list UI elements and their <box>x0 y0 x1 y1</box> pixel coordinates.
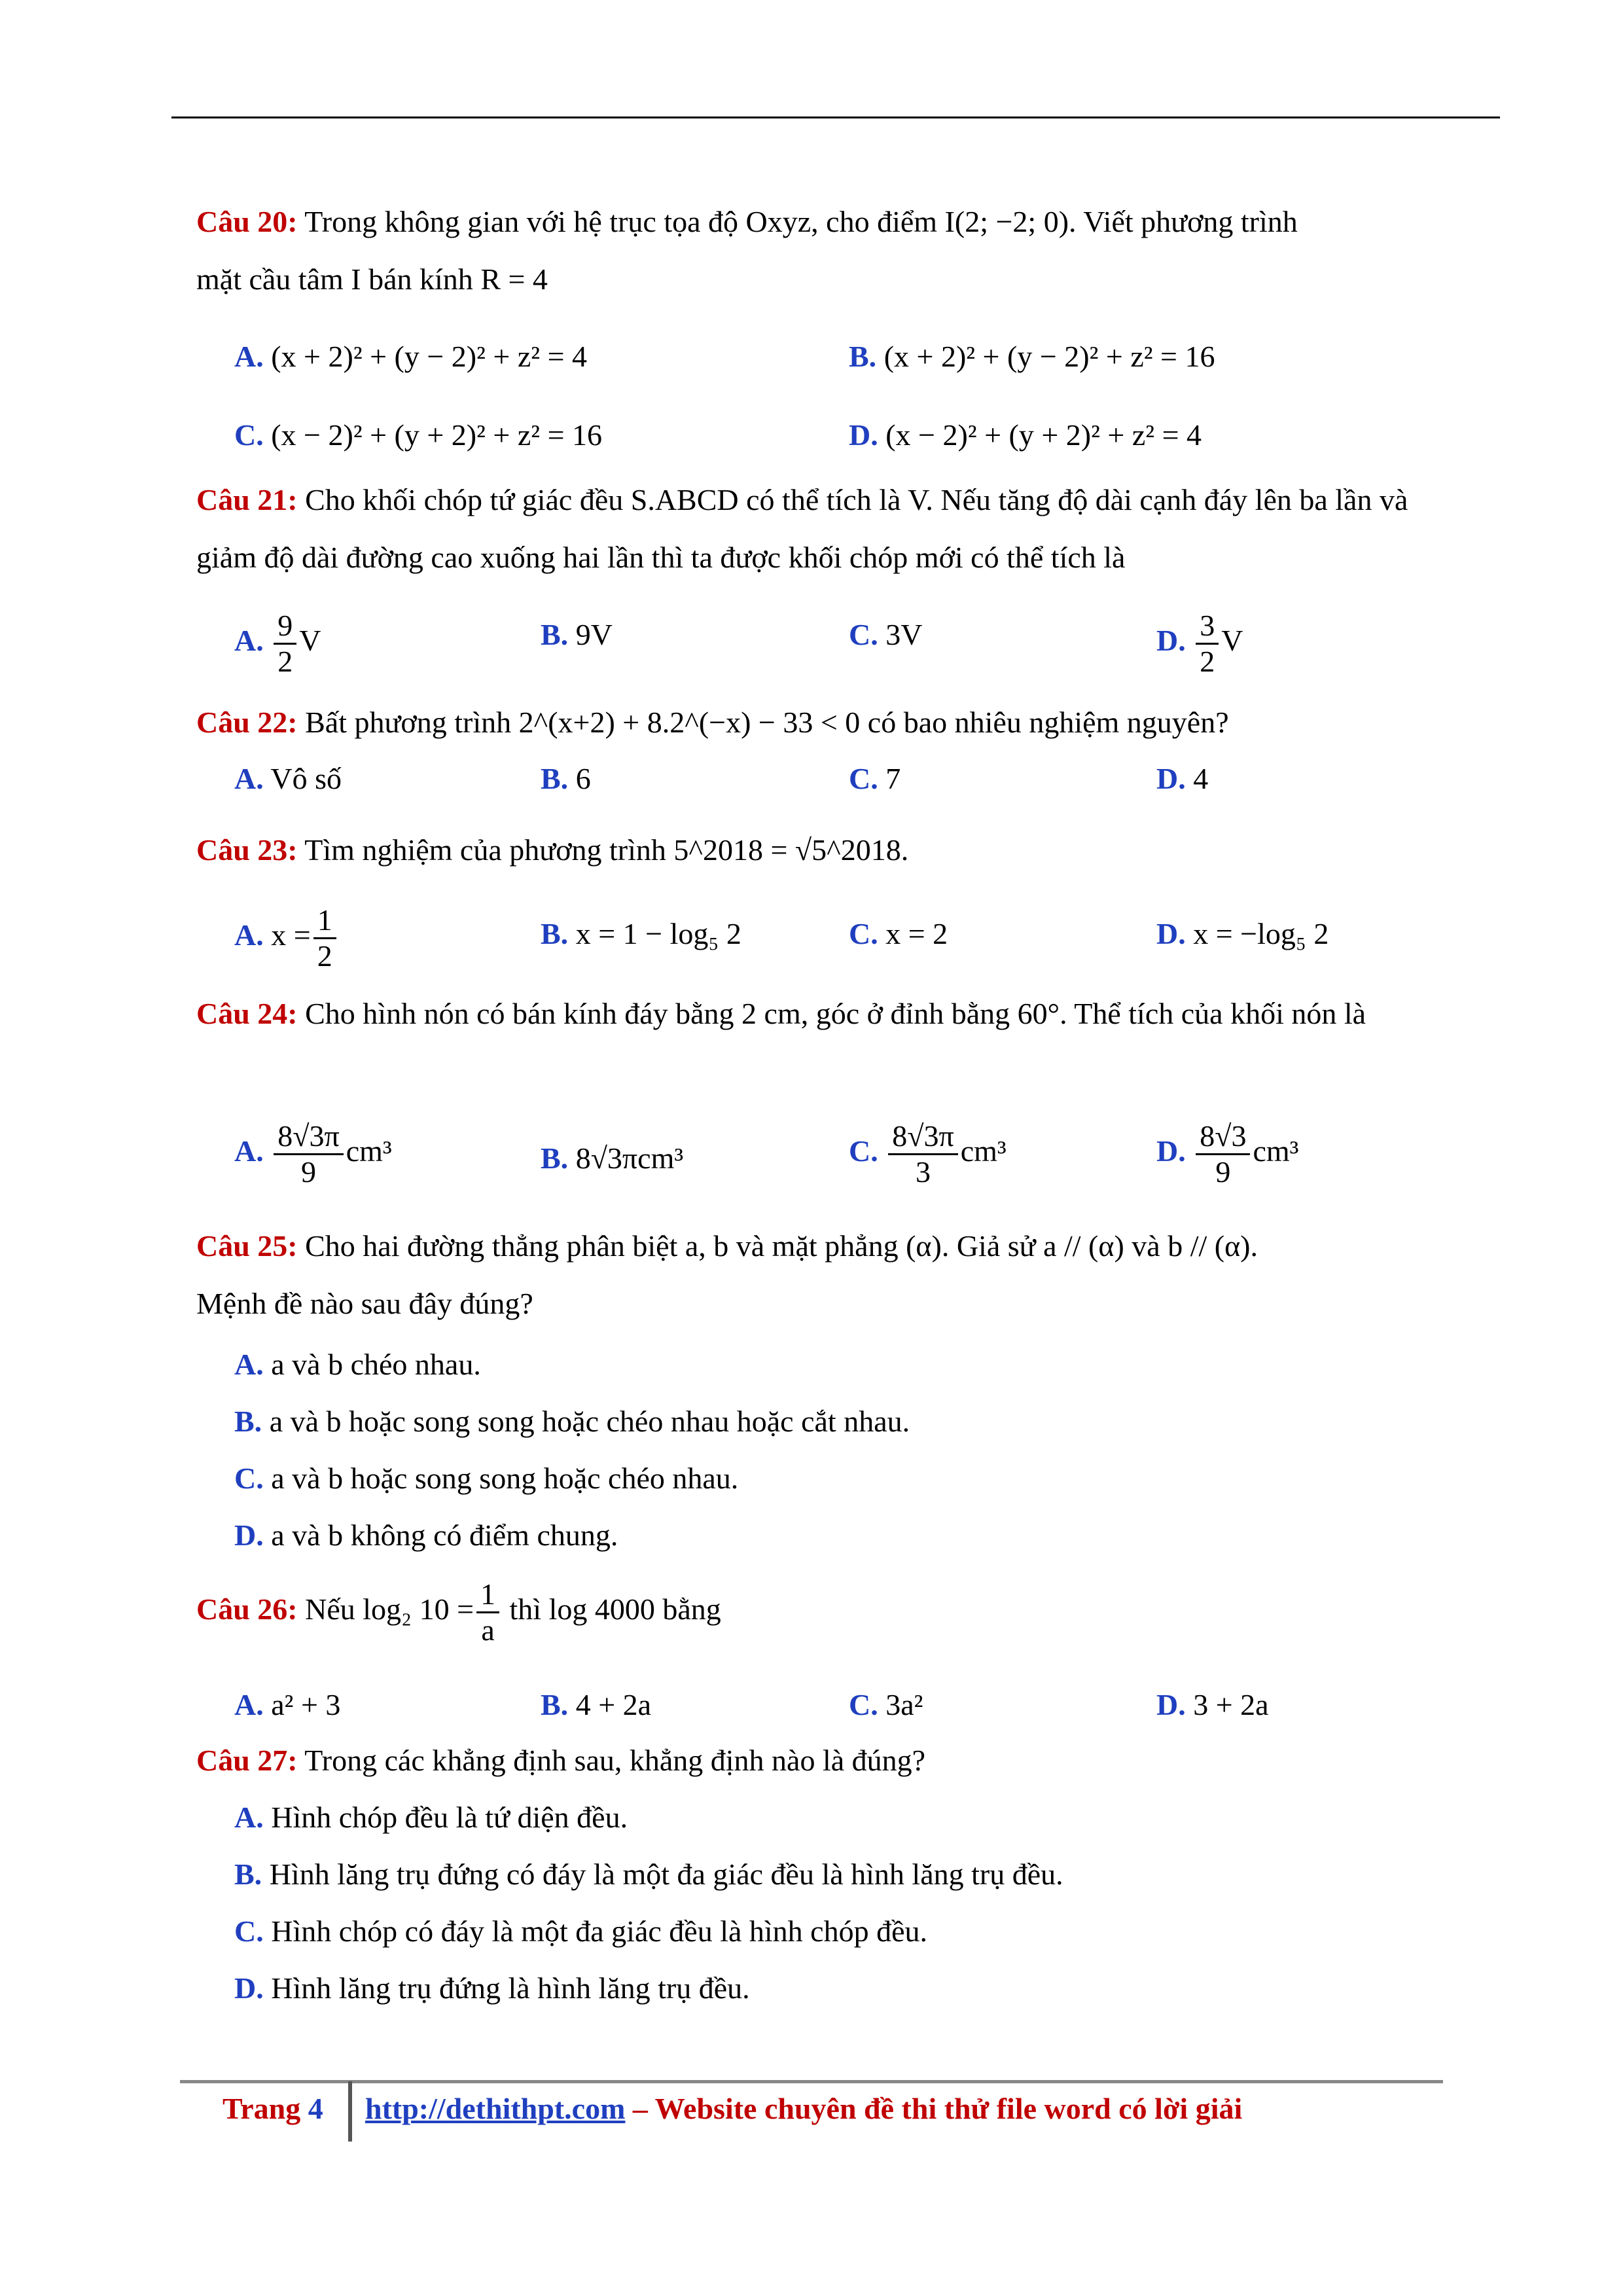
fraction <box>888 1119 957 1189</box>
numerator: 1 <box>313 903 336 939</box>
option-c[interactable] <box>849 1119 1007 1189</box>
option-d[interactable] <box>1156 609 1243 679</box>
question-20 <box>196 193 1440 308</box>
fraction <box>1196 1119 1250 1189</box>
option-text: 7 <box>885 762 901 795</box>
unit: cm³ <box>346 1134 392 1168</box>
fraction <box>274 1119 343 1189</box>
option-text: (x + 2)² + (y − 2)² + z² = 16 <box>883 340 1215 373</box>
option-letter: C. <box>849 1688 878 1721</box>
option-text: 3 + 2a <box>1193 1688 1269 1721</box>
question-25 <box>196 1217 1440 1333</box>
numerator: 8√3π <box>888 1119 957 1155</box>
fraction <box>476 1577 499 1647</box>
option-text: a và b hoặc song song hoặc chéo nhau hoặc cắt nhau. <box>269 1405 910 1438</box>
header-rule <box>171 117 1500 118</box>
question-label: Câu 26: <box>196 1592 298 1626</box>
math-expression: R = 4 <box>480 262 548 296</box>
question-label: Câu 23: <box>196 833 298 867</box>
question-text: Cho hình nón có bán kính đáy bằng 2 cm, góc ở đỉnh bằng 60°. Thể tích của khối nón là <box>297 997 1366 1030</box>
option-c[interactable] <box>849 914 948 954</box>
math-expression: 5^2018 = √5^2018 <box>673 833 901 867</box>
footer-tagline: – Website chuyên đề thi thử file word có lời giải <box>625 2092 1243 2125</box>
option-text: (x + 2)² + (y − 2)² + z² = 4 <box>271 340 588 373</box>
question-text: bằng <box>654 1592 721 1626</box>
question-text: Bất phương trình <box>297 706 519 739</box>
denominator: a <box>481 1613 495 1647</box>
option-letter: D. <box>1156 1688 1186 1721</box>
question-label: Câu 27: <box>196 1744 298 1777</box>
option-text: Hình chóp có đáy là một đa giác đều là hình chóp đều. <box>271 1914 928 1948</box>
option-text: 3a² <box>885 1688 923 1721</box>
math-expression: 2^(x+2) + 8.2^(−x) − 33 < 0 <box>518 706 861 739</box>
option-text: V <box>299 624 321 658</box>
option-b[interactable] <box>541 914 741 954</box>
option-letter: A. <box>234 1134 264 1168</box>
option-a[interactable] <box>234 1345 481 1384</box>
option-letter: B. <box>541 1141 569 1175</box>
option-text: Hình chóp đều là tứ diện đều. <box>271 1801 628 1834</box>
option-b[interactable] <box>541 1685 651 1725</box>
question-text: có bao nhiêu nghiệm nguyên? <box>860 706 1229 739</box>
option-text: a² + 3 <box>271 1688 341 1721</box>
fraction <box>313 903 336 973</box>
option-text: (x − 2)² + (y + 2)² + z² = 16 <box>271 418 603 452</box>
option-text: x = <box>271 918 311 952</box>
option-d[interactable] <box>1156 1685 1269 1725</box>
option-text: x = 1 − log₅ 2 <box>575 917 741 950</box>
option-letter: D. <box>849 418 878 452</box>
option-a[interactable] <box>234 337 587 376</box>
option-text: a và b hoặc song song hoặc chéo nhau. <box>271 1462 739 1495</box>
denominator: 9 <box>1215 1155 1231 1189</box>
option-letter: C. <box>234 1462 264 1495</box>
option-text: 9V <box>575 618 613 651</box>
option-text: x = 2 <box>885 917 948 950</box>
option-letter: C. <box>234 418 264 452</box>
option-text: a và b chéo nhau. <box>271 1348 481 1381</box>
option-a[interactable] <box>234 1798 628 1837</box>
denominator: 2 <box>317 939 332 973</box>
option-letter: A. <box>234 1688 264 1721</box>
option-letter: B. <box>541 917 569 950</box>
option-text: 4 + 2a <box>575 1688 652 1721</box>
option-letter: A. <box>234 918 264 952</box>
option-b[interactable] <box>541 615 613 655</box>
denominator: 2 <box>277 645 293 678</box>
option-letter: C. <box>234 1914 264 1948</box>
option-a[interactable] <box>234 1119 392 1189</box>
question-label: Câu 21: <box>196 483 298 516</box>
option-text: V <box>1221 624 1243 658</box>
question-label: Câu 22: <box>196 706 298 739</box>
question-text: Trong không gian với hệ trục tọa độ Oxyz, cho điểm <box>297 205 945 238</box>
question-text: . Viết phương trình <box>1069 205 1298 238</box>
math-expression: log 4000 <box>548 1592 655 1626</box>
question-text: mặt cầu tâm I bán kính <box>196 262 481 296</box>
option-text: 3V <box>885 618 923 651</box>
page-number <box>223 2091 323 2126</box>
option-c[interactable] <box>849 615 922 655</box>
option-text: Hình lăng trụ đứng là hình lăng trụ đều. <box>271 1971 750 2005</box>
option-letter: A. <box>234 762 264 795</box>
question-27 <box>196 1741 925 1780</box>
option-c[interactable] <box>234 1912 927 1951</box>
question-text: Cho hai đường thẳng phân biệt a, b và mặt phẳng (α). Giả sử a // (α) và b // (α). <box>297 1229 1258 1263</box>
option-a[interactable] <box>234 609 321 679</box>
option-letter: B. <box>849 340 877 373</box>
denominator: 9 <box>300 1155 316 1189</box>
math-expression: I(2; −2; 0) <box>944 205 1069 238</box>
option-letter: A. <box>234 1348 264 1381</box>
option-b[interactable] <box>234 1402 910 1441</box>
option-text: 8√3πcm³ <box>575 1141 684 1175</box>
option-text: 6 <box>575 762 591 795</box>
option-d[interactable] <box>1156 1119 1298 1189</box>
option-c[interactable] <box>849 759 901 798</box>
option-b[interactable] <box>849 337 1215 376</box>
option-c[interactable] <box>234 416 602 455</box>
option-letter: C. <box>849 1134 878 1168</box>
option-b[interactable] <box>541 759 591 798</box>
page-label: Trang <box>223 2092 301 2125</box>
question-text: Cho khối chóp tứ giác đều S.ABCD có thể tích là V. Nếu tăng độ dài cạnh đáy lên ba lần và giảm độ dài đường cao xuống hai lần thì ta được khối chóp mới có thể tích là <box>196 483 1408 574</box>
website-link[interactable]: http://dethithpt.com <box>365 2092 626 2125</box>
question-21 <box>196 471 1440 586</box>
option-letter: D. <box>1156 762 1186 795</box>
option-letter: A. <box>234 624 264 658</box>
option-a[interactable] <box>234 903 339 973</box>
option-letter: C. <box>849 917 878 950</box>
option-text: Hình lăng trụ đứng có đáy là một đa giác đều là hình lăng trụ đều. <box>269 1857 1063 1891</box>
option-text: 4 <box>1193 762 1209 795</box>
numerator: 8√3 <box>1196 1119 1250 1155</box>
option-letter: A. <box>234 340 264 373</box>
option-text: Vô số <box>270 762 342 795</box>
question-24 <box>196 985 1440 1043</box>
option-c[interactable] <box>849 1685 923 1725</box>
denominator: 3 <box>915 1155 931 1189</box>
option-letter: A. <box>234 1801 264 1834</box>
option-text: (x − 2)² + (y + 2)² + z² = 4 <box>885 418 1202 452</box>
numerator: 8√3π <box>274 1119 343 1155</box>
unit: cm³ <box>1253 1134 1299 1168</box>
numerator: 1 <box>476 1577 499 1613</box>
question-label: Câu 24: <box>196 997 298 1030</box>
question-text: Nếu <box>297 1592 363 1626</box>
option-letter: B. <box>541 762 569 795</box>
option-b[interactable] <box>234 1855 1063 1894</box>
option-letter: C. <box>849 762 878 795</box>
option-letter: D. <box>1156 624 1186 658</box>
option-d[interactable] <box>234 1969 750 2008</box>
option-a[interactable] <box>234 1685 340 1725</box>
option-text: a và b không có điểm chung. <box>271 1518 618 1552</box>
numerator: 9 <box>274 609 296 645</box>
option-letter: D. <box>234 1518 264 1552</box>
footer-rule <box>180 2080 1443 2083</box>
question-text: thì <box>502 1592 549 1626</box>
option-letter: B. <box>541 1688 569 1721</box>
option-b[interactable] <box>541 1139 683 1178</box>
option-letter: B. <box>541 618 569 651</box>
option-letter: D. <box>234 1971 264 2005</box>
question-label: Câu 20: <box>196 205 298 238</box>
question-23: Câu 23: Tìm nghiệm của phương trình 5^2018 = √5^2018. <box>196 833 909 867</box>
option-d[interactable] <box>849 416 1202 455</box>
math-expression: log₂ 10 = <box>363 1592 474 1626</box>
option-letter: C. <box>849 618 878 651</box>
option-d[interactable] <box>234 1516 618 1555</box>
question-text: Trong các khẳng định sau, khẳng định nào là đúng? <box>297 1744 926 1777</box>
option-d[interactable] <box>1156 914 1329 954</box>
option-letter: B. <box>234 1857 262 1891</box>
numerator: 3 <box>1196 609 1219 645</box>
footer-divider <box>348 2081 352 2142</box>
option-d[interactable] <box>1156 759 1208 798</box>
unit: cm³ <box>960 1134 1007 1168</box>
fraction <box>274 609 296 679</box>
option-c[interactable] <box>234 1459 738 1498</box>
option-letter: B. <box>234 1405 262 1438</box>
question-26 <box>196 1577 721 1647</box>
option-letter: D. <box>1156 917 1186 950</box>
question-22 <box>196 694 1440 751</box>
page-num: 4 <box>308 2092 323 2125</box>
fraction <box>1196 609 1219 679</box>
question-text: Tìm nghiệm của phương trình <box>297 833 674 867</box>
option-letter: D. <box>1156 1134 1186 1168</box>
option-a[interactable] <box>234 759 342 798</box>
denominator: 2 <box>1200 645 1215 678</box>
footer-text <box>365 2091 1242 2126</box>
option-text: x = −log₅ 2 <box>1193 917 1329 950</box>
question-text: Mệnh đề nào sau đây đúng? <box>196 1287 533 1320</box>
question-label: Câu 25: <box>196 1229 298 1263</box>
